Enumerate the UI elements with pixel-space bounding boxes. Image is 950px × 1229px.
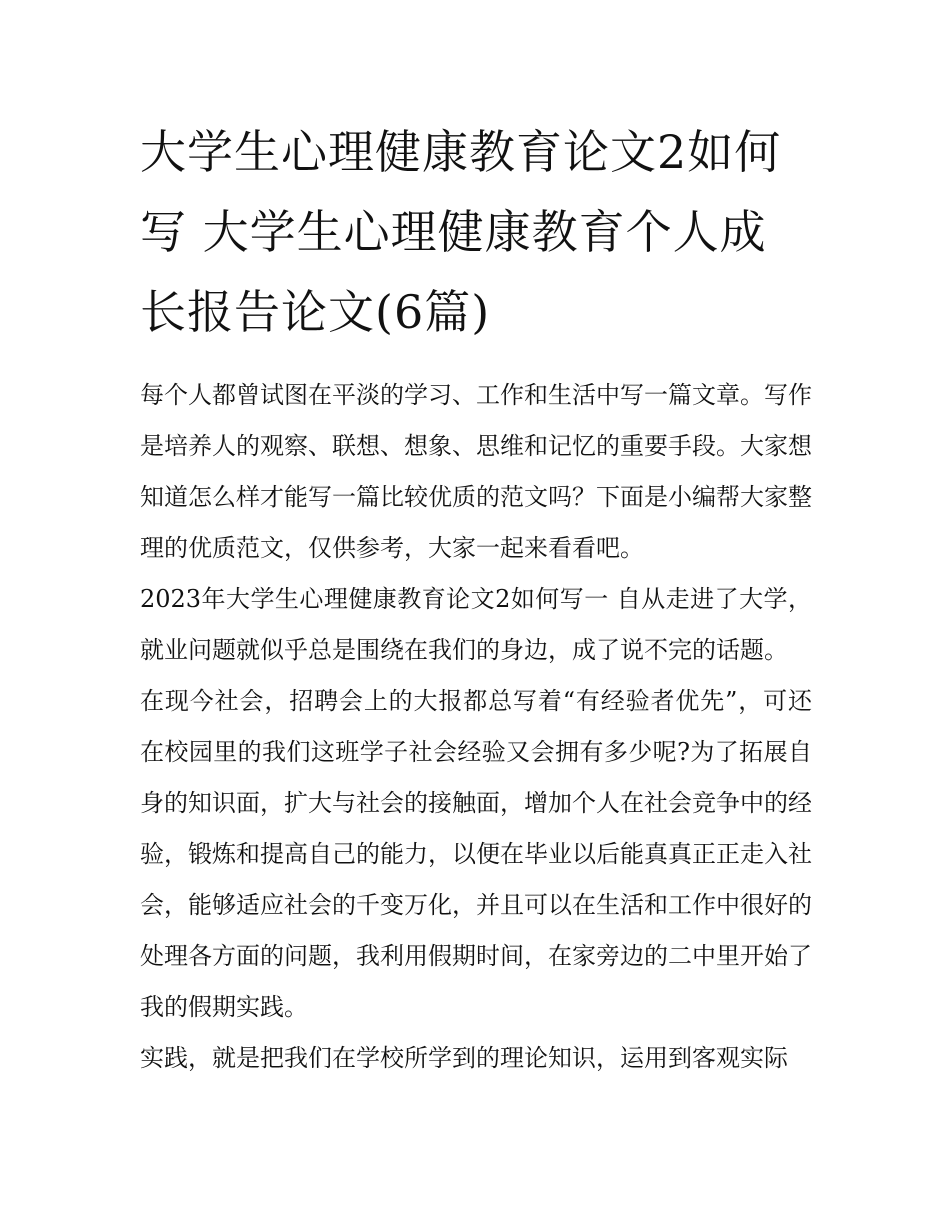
- document-title: 大学生心理健康教育论文2如何写 大学生心理健康教育个人成长报告论文(6篇): [140, 125, 782, 339]
- intro-paragraph: 每个人都曾试图在平淡的学习、工作和生活中写一篇文章。写作是培养人的观察、联想、想象、思维和记忆的重要手段。大家想知道怎么样才能写一篇比较优质的范文吗？下面是小编帮大家整理的优质范文，仅供参考，大家一起来看看吧。: [140, 381, 812, 562]
- essay-opening-paragraph: 2023年大学生心理健康教育论文2如何写一 自从走进了大学，就业问题就似乎总是围绕在我们的身边，成了说不完的话题。: [140, 585, 812, 664]
- document-page: [140, 112, 812, 1084]
- essay-body-paragraph: 在现今社会，招聘会上的大报都总写着“有经验者优先”，可还在校园里的我们这班学子社会经验又会拥有多少呢?为了拓展自身的知识面，扩大与社会的接触面，增加个人在社会竞争中的经验，锻炼和提高自己的能力，以便在毕业以后能真真正正走入社会，能够适应社会的千变万化，并且可以在生活和工作中很好的处理各方面的问题，我利用假期时间，在家旁边的二中里开始了我的假期实践。: [140, 687, 812, 1021]
- essay-practice-paragraph: 实践，就是把我们在学校所学到的理论知识，运用到客观实际: [140, 1044, 788, 1072]
